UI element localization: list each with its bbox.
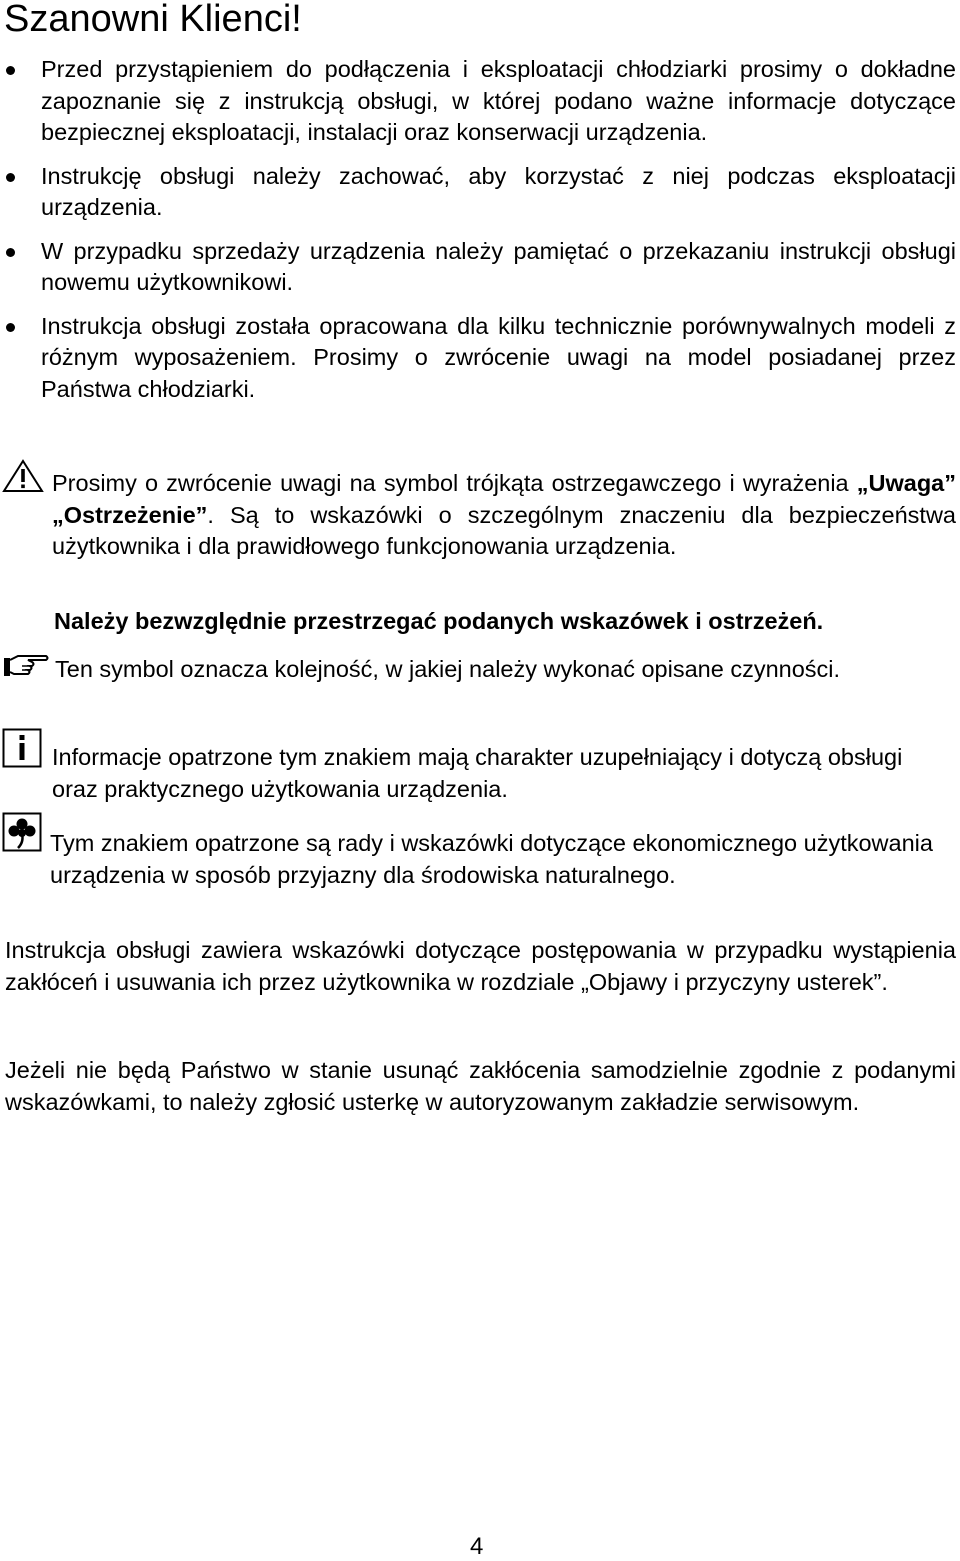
bullet-text: Instrukcja obsługi została opracowana dla kilku technicznie porównywalnych modeli z różnym wyposażeniem. Prosimy o zwrócenie uwagi na model posiadanej przez Państwa chłodziarki. xyxy=(41,312,956,402)
bullet-text: Przed przystąpieniem do podłączenia i eksploatacji chłodziarki prosimy o dokładne zapoznanie się z instrukcją obsługi, w której podano ważne informacje dotyczące bezpiecznej eksploatacji, instalacji oraz konserwacji urządzenia. xyxy=(41,56,956,145)
body-paragraph: Jeżeli nie będą Państwo w stanie usunąć zakłócenia samodzielnie zgodnie z podanymi wskazówkami, to należy zgłosić usterkę w autoryzowanym zakładzie serwisowym. xyxy=(5,1057,956,1115)
body-paragraph: Instrukcja obsługi zawiera wskazówki dotyczące postępowania w przypadku wystąpienia zakłóceń i usuwania ich przez użytkownika w rozdziale „Objawy i przyczyny usterek”. xyxy=(5,937,956,995)
info-section xyxy=(0,728,960,808)
warning-section xyxy=(0,456,960,646)
bullet-dot xyxy=(6,248,15,257)
eco-text: Tym znakiem opatrzone są rady i wskazówki dotyczące ekonomicznego użytkowania urządzenia w sposób przyjazny dla środowiska naturalnego. xyxy=(50,830,933,888)
bullet-list xyxy=(0,54,960,417)
must-follow-text: Należy bezwzględnie przestrzegać podanych wskazówek i ostrzeżeń. xyxy=(54,608,824,634)
bullet-text: W przypadku sprzedaży urządzenia należy pamiętać o przekazaniu instrukcji obsługi nowemu użytkownikowi. xyxy=(41,237,956,295)
bullet-item xyxy=(0,311,960,406)
info-text xyxy=(52,742,952,805)
bullet-dot xyxy=(6,323,15,332)
bullet-dot xyxy=(6,173,15,182)
bullet-text: Instrukcję obsługi należy zachować, aby korzystać z niej podczas eksploatacji urządzenia. xyxy=(41,162,956,220)
info-icon xyxy=(2,728,42,773)
page-number: 4 xyxy=(470,1533,484,1560)
warning-text-end: . Są to wskazówki o szczególnym znaczeniu dla bezpieczeństwa użytkownika i dla prawidłowego funkcjonowania urządzenia. xyxy=(52,501,956,559)
steps-text: Ten symbol oznacza kolejność, w jakiej należy wykonać opisane czynności. xyxy=(55,656,841,682)
pointing-hand-icon xyxy=(2,650,50,685)
info-text-body: Informacje opatrzone tym znakiem mają charakter uzupełniający i dotyczą obsługi oraz praktycznego użytkowania urządzenia. xyxy=(52,744,903,802)
term-ostrzezenie: „Ostrzeżenie” xyxy=(52,501,208,528)
term-uwaga: „Uwaga” xyxy=(856,470,956,496)
eco-section xyxy=(0,812,960,892)
bullet-item xyxy=(0,54,960,149)
warning-text xyxy=(52,468,956,563)
warning-triangle-icon xyxy=(2,459,44,498)
bullet-item xyxy=(0,236,960,299)
warning-text-start: Prosimy o zwrócenie uwagi na symbol trójkąta ostrzegawczego i wyrażenia xyxy=(52,470,857,496)
steps-section xyxy=(0,648,960,718)
bullet-item xyxy=(0,161,960,224)
bullet-dot xyxy=(6,66,15,75)
page-title: Szanowni Klienci! xyxy=(4,0,302,40)
clover-leaf-icon xyxy=(2,812,42,857)
